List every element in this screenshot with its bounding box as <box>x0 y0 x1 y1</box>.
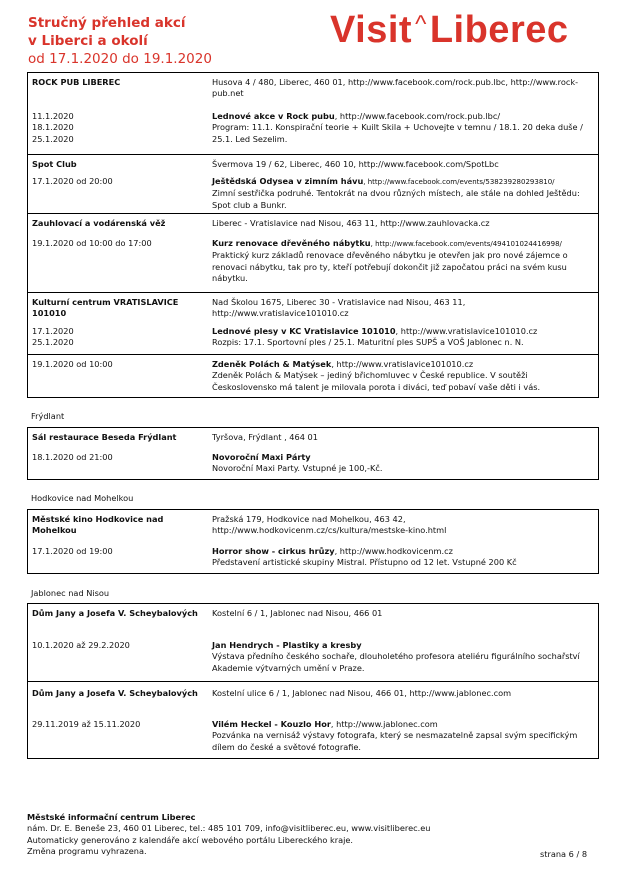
venue-address: Švermova 19 / 62, Liberec, 460 10, http://www.facebook.com/SpotLbc <box>212 159 499 169</box>
venue-row-spotclub <box>28 154 598 213</box>
event-date: 10.1.2020 až 29.2.2020 <box>32 640 130 650</box>
venue-name: Městské kino Hodkovice nad Mohelkou <box>32 514 164 536</box>
event-title: Novoroční Maxi Párty <box>212 452 311 462</box>
visit-liberec-logo: Visit ^Liberec <box>330 9 569 51</box>
event-link[interactable]: , http://www.facebook.com/rock.pub.lbc/ <box>334 111 501 121</box>
event-date: 17.1.2020 od 20:00 <box>32 176 113 186</box>
event-date: 29.11.2019 až 15.11.2020 <box>32 719 141 729</box>
footer-note-changes: Změna programu vyhrazena. <box>27 845 147 856</box>
venue-address: Pražská 179, Hodkovice nad Mohelkou, 463 42, http://www.hodkovicenm.cz/cs/kultura/mestske-kino.html <box>212 514 447 536</box>
event-title: Lednové akce v Rock pubu <box>212 111 335 121</box>
event-title: Horror show - cirkus hrůzy <box>212 546 335 556</box>
event-info <box>212 359 594 393</box>
event-link[interactable]: , http://www.vratislavice101010.cz <box>395 326 538 336</box>
event-description: Rozpis: 17.1. Sportovní ples / 25.1. Maturitní ples SUPŠ a VOŠ Jablonec n. N. <box>212 337 524 348</box>
event-description: Výstava předního českého sochaře, dlouholetého profesora ateliéru figurálního sochařství Akademie výtvarných umění v Praze. <box>212 651 580 673</box>
hodkovice-events-block <box>27 509 599 574</box>
page-number: strana 6 / 8 <box>540 849 588 859</box>
event-title: Vilém Heckel - Kouzlo Hor <box>212 719 331 729</box>
jablonec-events-block <box>27 603 599 759</box>
venue-row-scheybal-1 <box>28 604 598 681</box>
event-link[interactable]: , http://www.facebook.com/events/494101024416998/ <box>370 240 562 248</box>
event-link[interactable]: , http://www.hodkovicenm.cz <box>334 546 453 556</box>
venue-row-rockpub <box>28 73 598 154</box>
event-description: Zimní sestřička podruhé. Tentokrát na dvou různých místech, ale stále na dohled Ještědu: Spot club a Bunkr. <box>212 188 580 210</box>
footer <box>27 812 599 857</box>
event-title: Lednové plesy v KC Vratislavice 101010 <box>212 326 396 336</box>
venue-address: Liberec - Vratislavice nad Nisou, 463 11, http://www.zauhlovacka.cz <box>212 218 490 228</box>
liberec-events-block <box>27 72 599 398</box>
event-info <box>212 640 594 674</box>
venue-row-vratislavice <box>28 292 598 354</box>
event-info <box>212 719 594 753</box>
venue-name: Kulturní centrum VRATISLAVICE 101010 <box>32 297 179 319</box>
event-info <box>212 111 594 145</box>
title-line-1: Stručný přehled akcí <box>28 15 186 31</box>
event-dates: 17.1.2020 25.1.2020 <box>32 326 74 348</box>
venue-name: Sál restaurace Beseda Frýdlant <box>32 432 177 442</box>
event-description: Pozvánka na vernisáž výstavy fotografa, který se nesmazatelně zapsal svým specifickým dílem do české a světové fotografie. <box>212 730 578 752</box>
venue-row-scheybal-2 <box>28 681 598 759</box>
venue-address: Tyršova, Frýdlant , 464 01 <box>212 432 318 442</box>
venue-address: Nad Školou 1675, Liberec 30 - Vratislavice nad Nisou, 463 11, http://www.vratislavice101010.cz <box>212 297 466 319</box>
footer-contact: nám. Dr. E. Beneše 23, 460 01 Liberec, tel.: 485 101 709, info@visitliberec.eu, www.visitliberec.eu <box>27 823 431 834</box>
venue-name: ROCK PUB LIBEREC <box>32 77 121 87</box>
event-link[interactable]: , http://www.jablonec.com <box>330 719 438 729</box>
event-info <box>212 546 594 569</box>
event-link[interactable]: , http://www.vratislavice101010.cz <box>331 359 474 369</box>
city-heading-hodkovice: Hodkovice nad Mohelkou <box>31 493 134 503</box>
venue-name: Zauhlovací a vodárenská věž <box>32 218 166 228</box>
event-dates: 11.1.2020 18.1.2020 25.1.2020 <box>32 111 74 144</box>
event-description: Představení artistické skupiny Mistral. Přístupno od 12 let. Vstupné 200 Kč <box>212 557 517 568</box>
venue-address: Kostelní 6 / 1, Jablonec nad Nisou, 466 01 <box>212 608 383 618</box>
title-line-2: v Liberci a okolí <box>28 33 148 49</box>
city-heading-jablonec: Jablonec nad Nisou <box>31 588 110 598</box>
event-date: 19.1.2020 od 10:00 do 17:00 <box>32 238 152 248</box>
event-row-polach <box>28 354 598 400</box>
event-description: Novoroční Maxi Party. Vstupné je 100,-Kč. <box>212 463 383 474</box>
event-date: 19.1.2020 od 10:00 <box>32 359 113 369</box>
venue-name: Dům Jany a Josefa V. Scheybalových <box>32 688 198 698</box>
frydlant-events-block <box>27 427 599 480</box>
venue-name: Spot Club <box>32 159 77 169</box>
footer-note-generated: Automaticky generováno z kalendáře akcí webového portálu Libereckého kraje. <box>27 834 354 845</box>
event-description: Praktický kurz základů renovace dřevěného nábytku je otevřen jak pro nové zájemce o renovaci nábytku, tak pro ty, kteří potřebují dokončit již započatou práci na svém kusu nábytku. <box>212 250 568 283</box>
event-info <box>212 326 594 349</box>
venue-row-zauhlovaci <box>28 213 598 292</box>
event-info <box>212 452 594 475</box>
event-description: Program: 11.1. Konspirační teorie + Kuilt Skila + Uchovejte v temnu / 18.1. 20 deka duše / 25.1. Led Sezelim. <box>212 122 583 144</box>
venue-address: Husova 4 / 480, Liberec, 460 01, http://www.facebook.com/rock.pub.lbc, http://www.rock- pub.net <box>212 77 579 99</box>
event-title: Jan Hendrych - Plastiky a kresby <box>212 640 362 650</box>
date-range: od 17.1.2020 do 19.1.2020 <box>28 51 212 67</box>
event-info <box>212 176 594 211</box>
event-date: 18.1.2020 od 21:00 <box>32 452 113 462</box>
event-description: Zdeněk Polách & Matýsek – jediný břichomluvec v České republice. V soutěži Československo má talent je milovala porota i diváci, teď pobaví vaše děti i vás. <box>212 370 541 392</box>
event-title: Kurz renovace dřevěného nábytku <box>212 238 371 248</box>
footer-org: Městské informační centrum Liberec <box>27 812 196 822</box>
document-title <box>28 14 186 50</box>
event-link[interactable]: , http://www.facebook.com/events/538239280293810/ <box>363 178 555 186</box>
event-date: 17.1.2020 od 19:00 <box>32 546 113 556</box>
event-title: Ještědská Odysea v zimním hávu <box>212 176 364 186</box>
venue-address: Kostelní ulice 6 / 1, Jablonec nad Nisou, 466 01, http://www.jablonec.com <box>212 688 512 698</box>
event-title: Zdeněk Polách & Matýsek <box>212 359 332 369</box>
city-heading-frydlant: Frýdlant <box>31 411 65 421</box>
venue-name: Dům Jany a Josefa V. Scheybalových <box>32 608 198 618</box>
event-info <box>212 238 594 284</box>
